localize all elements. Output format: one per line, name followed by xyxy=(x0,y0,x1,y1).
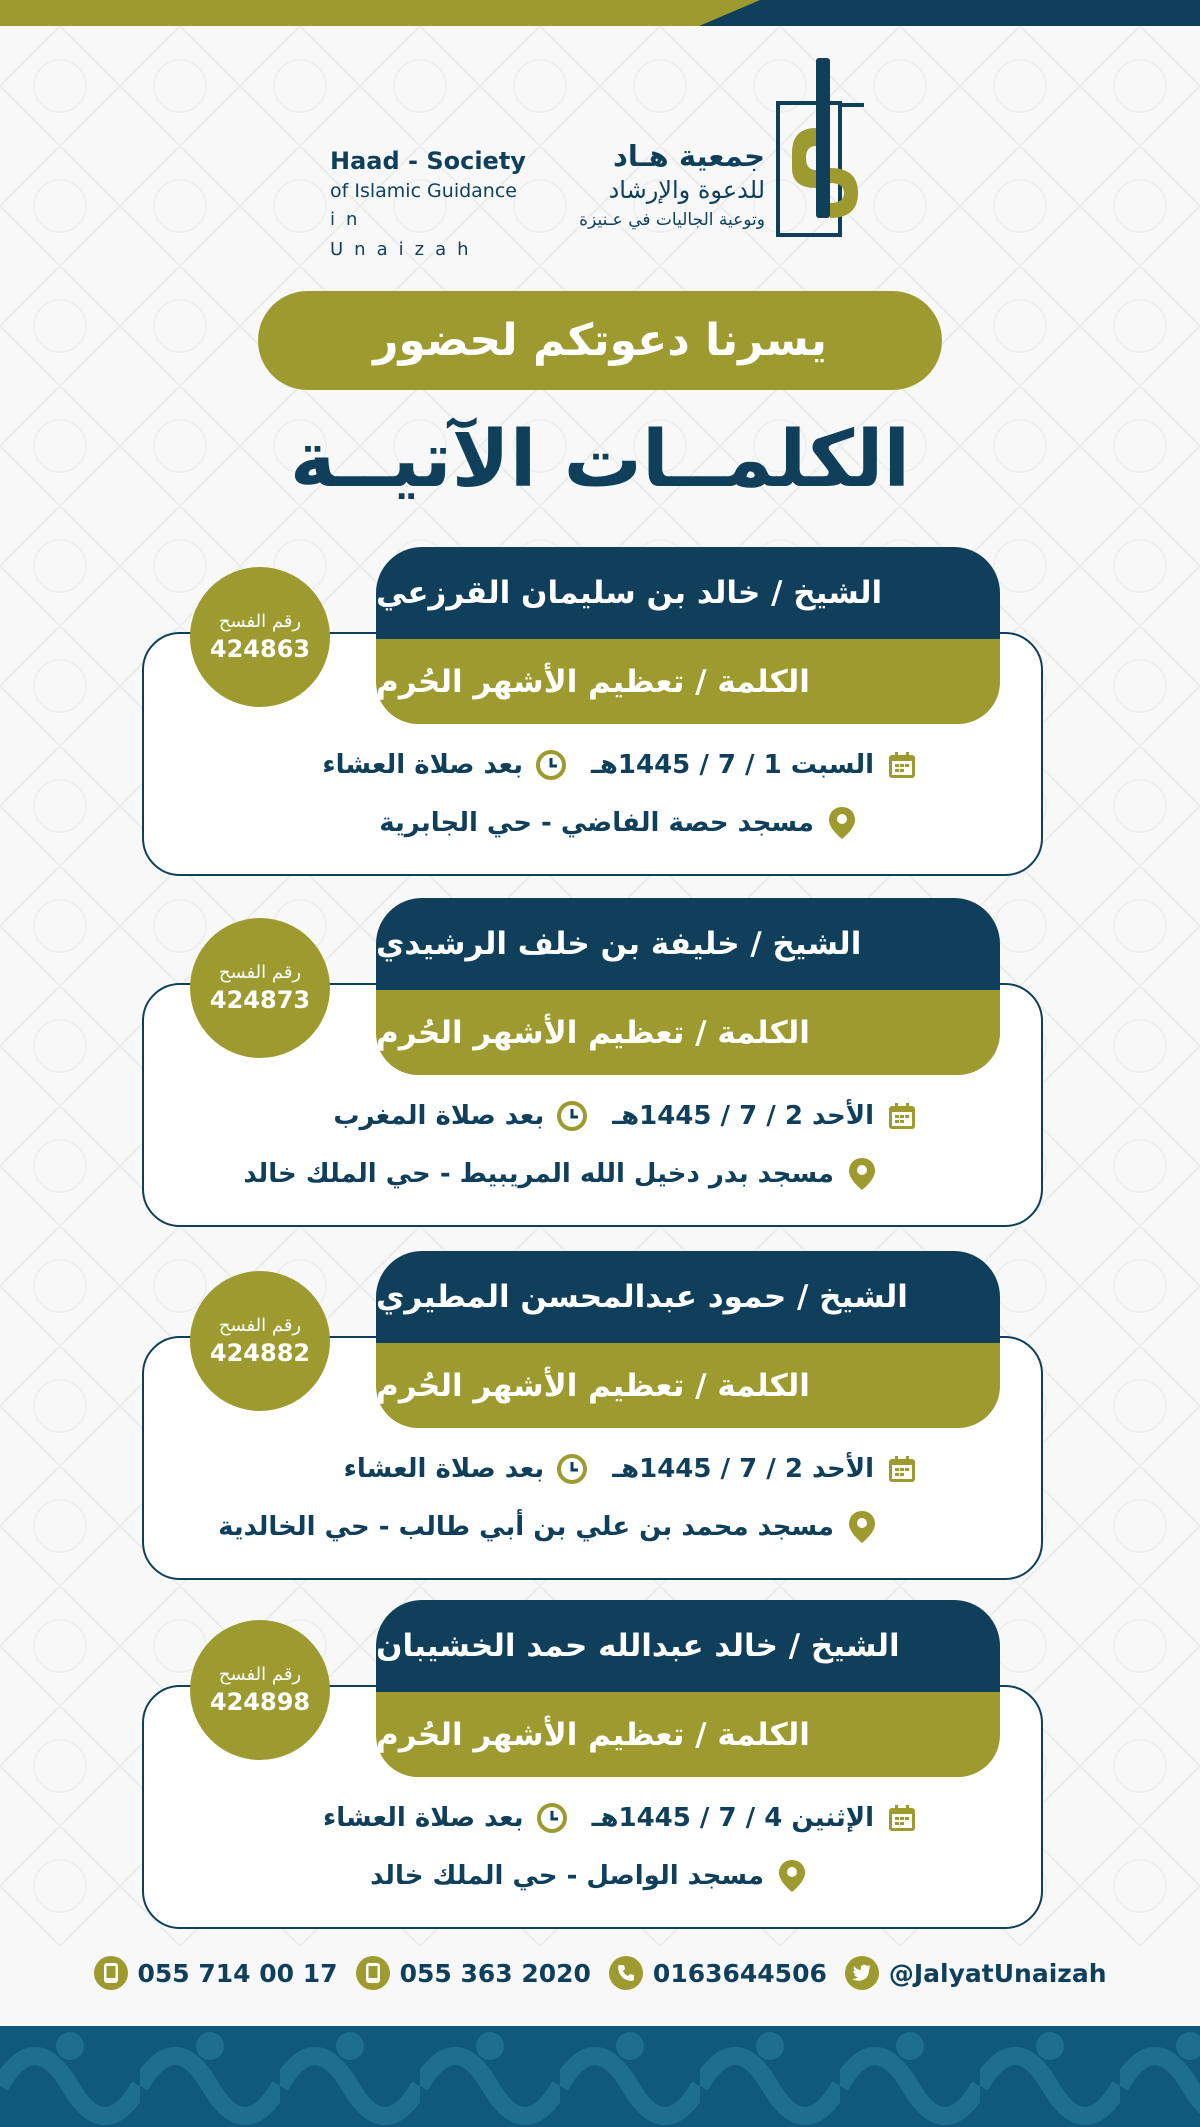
permit-badge xyxy=(190,1271,330,1411)
permit-badge xyxy=(190,918,330,1058)
permit-badge xyxy=(190,567,330,707)
mobile-icon xyxy=(94,1956,128,1990)
event-date: الإثنين 4 / 7 / 1445هـ xyxy=(591,1803,874,1833)
event-location: مسجد حصة الفاضي - حي الجابرية xyxy=(379,808,814,838)
event-card xyxy=(0,1251,1200,1581)
location-pin-icon xyxy=(774,1858,810,1894)
permit-number: 424863 xyxy=(209,635,311,663)
contact-twitter[interactable] xyxy=(845,1956,1107,1990)
date-time-row xyxy=(180,1800,920,1836)
mobile-icon xyxy=(356,1956,390,1990)
logo-en-line2: of Islamic Guidance xyxy=(330,180,517,202)
mobile-number-1: 055 714 00 17 xyxy=(137,1958,338,1988)
clock-icon xyxy=(533,747,569,783)
top-stripe xyxy=(0,0,1200,26)
sheikh-name: الشيخ / خليفة بن خلف الرشيدي xyxy=(376,898,1000,990)
permit-number: 424898 xyxy=(209,1688,311,1716)
clock-icon xyxy=(554,1451,590,1487)
permit-label: رقم الفسح xyxy=(218,1664,302,1685)
location-pin-icon xyxy=(824,805,860,841)
talk-topic: الكلمة / تعظيم الأشهر الحُرم xyxy=(376,990,1000,1075)
phone-number: 0163644506 xyxy=(652,1958,827,1988)
event-time: بعد صلاة العشاء xyxy=(322,1803,524,1833)
phone-icon xyxy=(609,1956,643,1990)
logo-mark-icon xyxy=(772,58,872,243)
event-location: مسجد الواصل - حي الملك خالد xyxy=(370,1861,764,1891)
event-location: مسجد بدر دخيل الله المريبيط - حي الملك خالد xyxy=(243,1159,834,1189)
logo-english-text xyxy=(330,145,530,265)
date-time-row xyxy=(180,1451,920,1487)
permit-label: رقم الفسح xyxy=(218,1315,302,1336)
invite-banner: يسرنا دعوتكم لحضور xyxy=(258,291,942,390)
permit-label: رقم الفسح xyxy=(218,611,302,632)
twitter-handle: @JalyatUnaizah xyxy=(888,1958,1107,1988)
twitter-icon xyxy=(845,1956,879,1990)
talk-topic: الكلمة / تعظيم الأشهر الحُرم xyxy=(376,1692,1000,1777)
talk-topic: الكلمة / تعظيم الأشهر الحُرم xyxy=(376,1343,1000,1428)
logo-arabic-text xyxy=(550,138,765,234)
logo-ar-line2: للدعوة والإرشاد xyxy=(608,176,765,204)
permit-number: 424873 xyxy=(209,986,311,1014)
event-card xyxy=(0,547,1200,877)
sheikh-name: الشيخ / خالد عبدالله حمد الخشيبان xyxy=(376,1600,1000,1692)
clock-icon xyxy=(534,1800,570,1836)
sheikh-name: الشيخ / خالد بن سليمان القرزعي xyxy=(376,547,1000,639)
sheikh-name: الشيخ / حمود عبدالمحسن المطيري xyxy=(376,1251,1000,1343)
event-card xyxy=(0,898,1200,1228)
page-title: الكلمــات الآتيــة xyxy=(289,415,911,505)
date-time-row xyxy=(180,1098,920,1134)
location-row xyxy=(180,805,920,841)
top-stripe-accent xyxy=(0,0,760,26)
location-pin-icon xyxy=(844,1509,880,1545)
location-pin-icon xyxy=(844,1156,880,1192)
event-time: بعد صلاة العشاء xyxy=(322,750,523,780)
bottom-band xyxy=(0,2026,1200,2127)
event-date: الأحد 2 / 7 / 1445هـ xyxy=(612,1454,874,1484)
location-row xyxy=(180,1156,920,1192)
location-row xyxy=(180,1509,920,1545)
contact-mobile-1[interactable] xyxy=(94,1956,338,1990)
bottom-band-pattern xyxy=(0,2026,1200,2127)
event-location: مسجد محمد بن علي بن أبي طالب - حي الخالدية xyxy=(218,1512,834,1542)
permit-label: رقم الفسح xyxy=(218,962,302,983)
event-card xyxy=(0,1600,1200,1930)
mobile-number-2: 055 363 2020 xyxy=(399,1958,591,1988)
permit-number: 424882 xyxy=(209,1339,311,1367)
logo-en-line1: Haad - Society xyxy=(330,147,526,175)
date-time-row xyxy=(180,747,920,783)
logo-ar-line3: وتوعية الجاليات في عـنيزة xyxy=(579,210,765,230)
contact-phone[interactable] xyxy=(609,1956,827,1990)
permit-badge xyxy=(190,1620,330,1760)
event-date: الأحد 2 / 7 / 1445هـ xyxy=(612,1101,874,1131)
talk-topic: الكلمة / تعظيم الأشهر الحُرم xyxy=(376,639,1000,724)
calendar-icon xyxy=(884,747,920,783)
calendar-icon xyxy=(884,1800,920,1836)
contact-mobile-2[interactable] xyxy=(356,1956,591,1990)
contact-bar xyxy=(50,1948,1150,1998)
calendar-icon xyxy=(884,1451,920,1487)
logo-ar-line1: جمعية هـاد xyxy=(612,139,765,173)
calendar-icon xyxy=(884,1098,920,1134)
event-date: السبت 1 / 7 / 1445هـ xyxy=(590,750,874,780)
logo-en-line3: in Unaizah xyxy=(330,209,480,260)
event-time: بعد صلاة المغرب xyxy=(333,1101,545,1131)
location-row xyxy=(180,1858,920,1894)
clock-icon xyxy=(554,1098,590,1134)
event-time: بعد صلاة العشاء xyxy=(343,1454,545,1484)
